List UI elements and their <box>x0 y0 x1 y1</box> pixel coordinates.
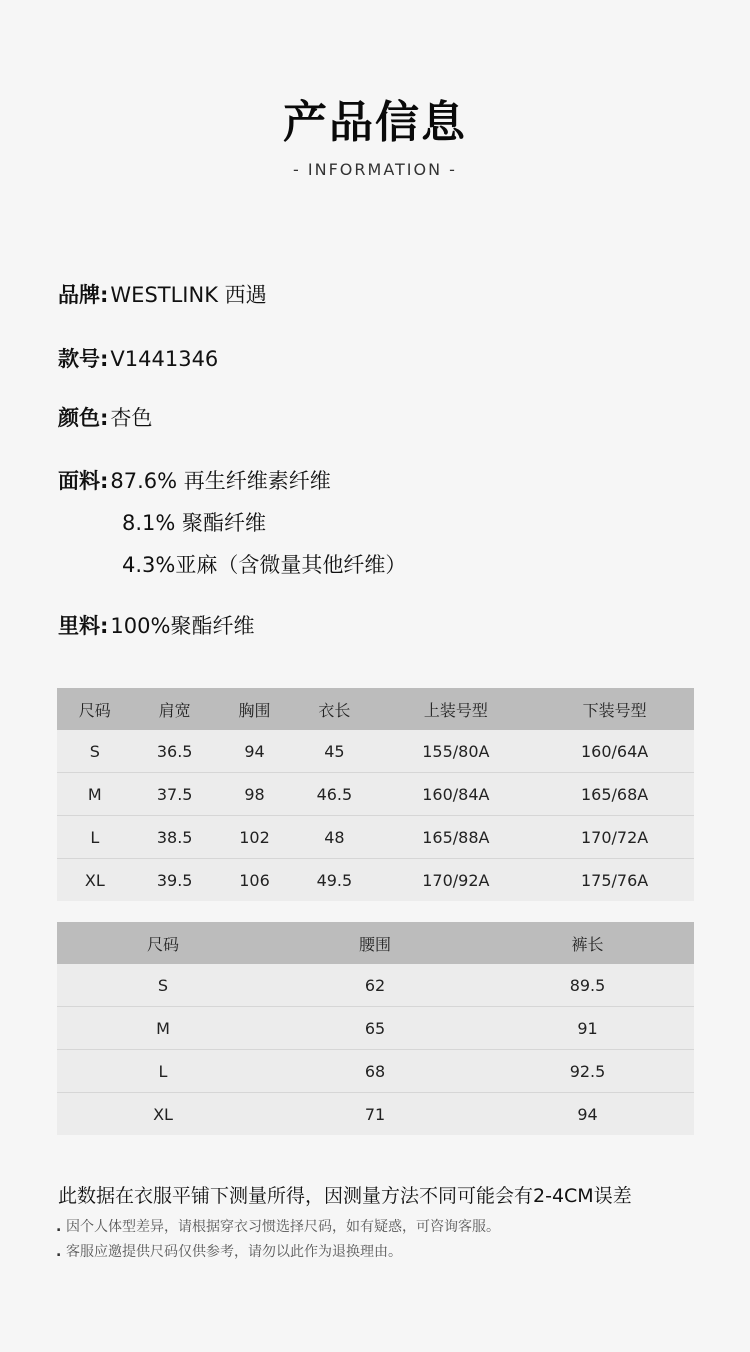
fabric-line: 87.6% 再生纤维素纤维 <box>110 469 331 493</box>
table-cell: XL <box>57 859 133 902</box>
table-cell: 170/92A <box>376 859 535 902</box>
fabric-line: 4.3%亚麻（含微量其他纤维） <box>122 553 407 577</box>
table-header-row <box>57 688 694 730</box>
table-cell: M <box>57 773 133 816</box>
color-label: 颜色: <box>58 406 109 430</box>
table-cell: 170/72A <box>535 816 694 859</box>
table-header-cell: 胸围 <box>217 688 293 730</box>
table-cell: 46.5 <box>292 773 376 816</box>
fabric-line: 8.1% 聚酯纤维 <box>122 511 267 535</box>
table-cell: 175/76A <box>535 859 694 902</box>
table-header-cell: 肩宽 <box>133 688 217 730</box>
table-header-cell: 裤长 <box>481 922 694 964</box>
table-header-row <box>57 922 694 964</box>
style-number-row <box>58 343 218 373</box>
table-cell: 71 <box>269 1093 481 1136</box>
table-cell: 102 <box>217 816 293 859</box>
brand-label: 品牌: <box>58 283 109 307</box>
table-cell: 94 <box>217 730 293 773</box>
table-cell: 45 <box>292 730 376 773</box>
table-cell: 89.5 <box>481 964 694 1007</box>
measurement-note: 此数据在衣服平铺下测量所得，因测量方法不同可能会有2-4CM误差 <box>58 1185 632 1207</box>
table-row <box>57 1007 694 1050</box>
table-cell: 36.5 <box>133 730 217 773</box>
table-cell: 98 <box>217 773 293 816</box>
table-header-cell: 下装号型 <box>535 688 694 730</box>
table-row <box>57 964 694 1007</box>
page-title: 产品信息 <box>283 97 467 148</box>
table-cell: 62 <box>269 964 481 1007</box>
table-cell: 94 <box>481 1093 694 1136</box>
note-item <box>56 1241 402 1261</box>
color-row <box>58 402 152 432</box>
bottom-size-table <box>57 922 694 1135</box>
note-item <box>56 1216 500 1236</box>
lining-label: 里料: <box>58 614 109 638</box>
table-cell: S <box>57 964 269 1007</box>
table-cell: XL <box>57 1093 269 1136</box>
table-cell: L <box>57 1050 269 1093</box>
table-cell: M <box>57 1007 269 1050</box>
lining-value: 100%聚酯纤维 <box>110 614 255 638</box>
bullet-icon: . <box>56 1219 62 1235</box>
table-row <box>57 773 694 816</box>
lining-row <box>58 610 254 640</box>
note-text: 因个人体型差异，请根据穿衣习惯选择尺码，如有疑惑，可咨询客服。 <box>66 1219 500 1235</box>
top-size-table <box>57 688 694 901</box>
table-row <box>57 730 694 773</box>
table-cell: 165/68A <box>535 773 694 816</box>
table-cell: 165/88A <box>376 816 535 859</box>
color-value: 杏色 <box>110 406 153 430</box>
table-row <box>57 1093 694 1136</box>
table-cell: 91 <box>481 1007 694 1050</box>
table-cell: 106 <box>217 859 293 902</box>
table-cell: 37.5 <box>133 773 217 816</box>
table-row <box>57 816 694 859</box>
table-cell: 160/64A <box>535 730 694 773</box>
table-cell: 65 <box>269 1007 481 1050</box>
page-subtitle: - INFORMATION - <box>293 160 457 179</box>
table-cell: 68 <box>269 1050 481 1093</box>
table-cell: 160/84A <box>376 773 535 816</box>
table-cell: 48 <box>292 816 376 859</box>
table-cell: S <box>57 730 133 773</box>
table-cell: 92.5 <box>481 1050 694 1093</box>
bullet-icon: . <box>56 1244 62 1260</box>
note-text: 客服应邀提供尺码仅供参考，请勿以此作为退换理由。 <box>66 1244 402 1260</box>
table-header-cell: 腰围 <box>269 922 481 964</box>
table-header-cell: 尺码 <box>57 922 269 964</box>
table-cell: 38.5 <box>133 816 217 859</box>
fabric-row <box>58 465 331 495</box>
table-row <box>57 859 694 902</box>
table-cell: L <box>57 816 133 859</box>
table-header-cell: 衣长 <box>292 688 376 730</box>
style-number-label: 款号: <box>58 347 109 371</box>
table-cell: 39.5 <box>133 859 217 902</box>
brand-value: WESTLINK 西遇 <box>110 283 267 307</box>
fabric-label: 面料: <box>58 469 109 493</box>
table-header-cell: 上装号型 <box>376 688 535 730</box>
table-row <box>57 1050 694 1093</box>
table-header-cell: 尺码 <box>57 688 133 730</box>
table-cell: 155/80A <box>376 730 535 773</box>
style-number-value: V1441346 <box>110 347 219 371</box>
table-cell: 49.5 <box>292 859 376 902</box>
brand-row <box>58 279 267 309</box>
